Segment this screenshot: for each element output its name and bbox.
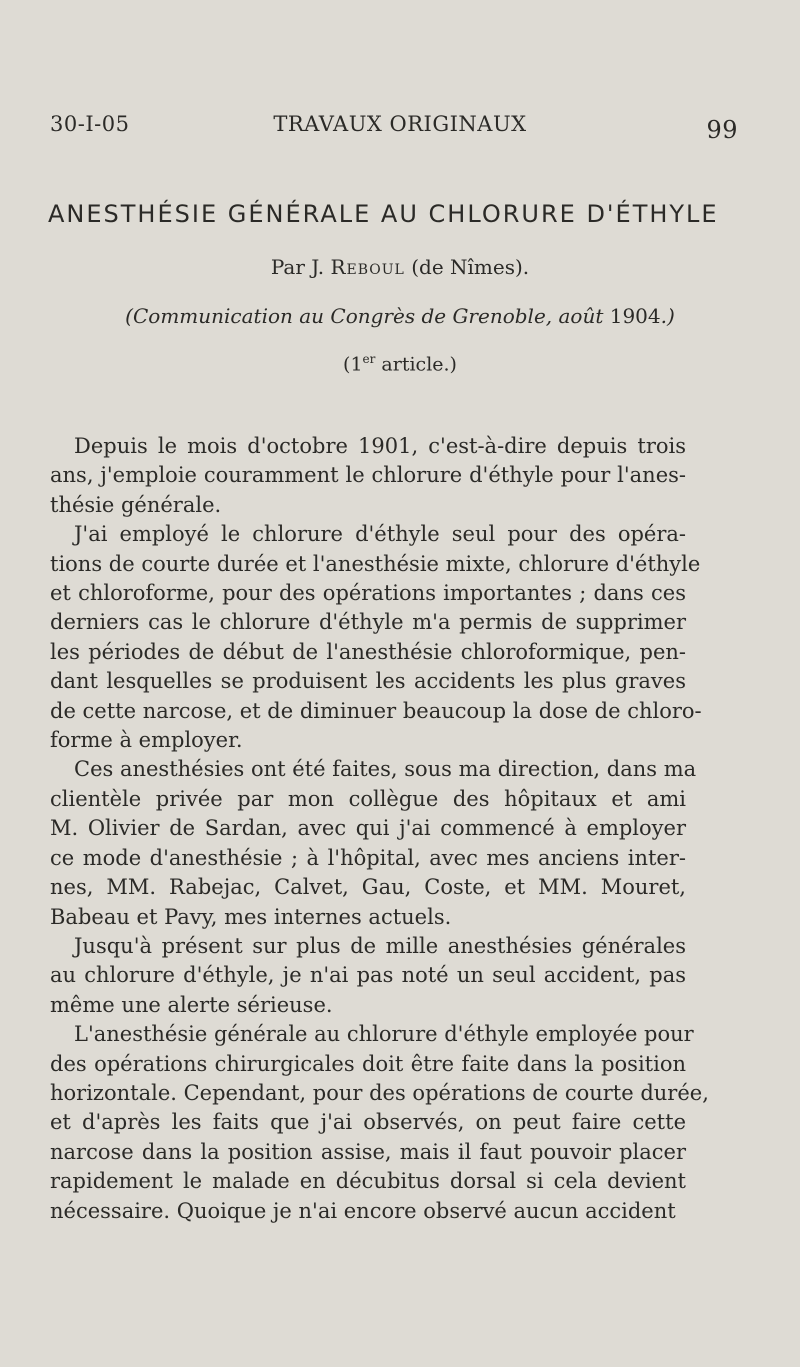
- text-line: horizontale. Cependant, pour des opérations de courte durée,: [50, 1080, 709, 1105]
- text-line: Jusqu'à présent sur plus de mille anesthésies générales: [74, 933, 686, 958]
- text-line: au chlorure d'éthyle, je n'ai pas noté un seul accident, pas: [50, 963, 686, 988]
- article-rest: article.): [375, 353, 457, 376]
- article-title: ANESTHÉSIE GÉNÉRALE AU CHLORURE D'ÉTHYLE: [48, 200, 719, 228]
- text-line: Ces anesthésies ont été faites, sous ma direction, dans ma: [74, 757, 697, 782]
- article-sup: er: [362, 352, 376, 366]
- text-line: Depuis le mois d'octobre 1901, c'est-à-dire depuis trois: [74, 434, 686, 458]
- text-line: nes, MM. Rabejac, Calvet, Gau, Coste, et MM. Mouret,: [50, 875, 686, 900]
- communication-note: [0, 304, 800, 328]
- text-line: ce mode d'anesthésie ; à l'hôpital, avec mes anciens inter-: [50, 845, 686, 870]
- text-line: nécessaire. Quoique je n'ai encore observé aucun accident: [50, 1198, 676, 1223]
- text-line: rapidement le malade en décubitus dorsal si cela devient: [50, 1169, 686, 1194]
- text-line: et chloroforme, pour des opérations importantes ; dans ces: [50, 581, 686, 606]
- section-title: TRAVAUX ORIGINAUX: [273, 112, 527, 136]
- author-name: Reboul: [330, 255, 405, 279]
- author-place: (de Nîmes).: [404, 255, 530, 279]
- text-line: M. Olivier de Sardan, avec qui j'ai commencé à employer: [50, 816, 686, 841]
- body-text: [50, 432, 709, 1226]
- text-line: de cette narcose, et de diminuer beaucoup la dose de chloro-: [50, 698, 702, 723]
- body-paragraph: [50, 432, 686, 520]
- body-paragraph: [50, 520, 702, 755]
- running-head: [50, 112, 750, 148]
- text-line: clientèle privée par mon collègue des hôpitaux et ami: [50, 786, 686, 811]
- author-prefix: Par J.: [270, 255, 331, 279]
- page-number: 99: [706, 116, 738, 144]
- communication-close: .): [660, 304, 675, 328]
- issue-date: 30-I-05: [50, 112, 130, 136]
- article-open: (1: [343, 353, 363, 376]
- body-paragraph: [50, 932, 686, 1020]
- body-paragraph: [50, 1020, 709, 1226]
- text-line: J'ai employé le chlorure d'éthyle seul pour des opéra-: [74, 522, 686, 547]
- text-line: thésie générale.: [50, 492, 222, 517]
- text-line: des opérations chirurgicales doit être faite dans la position: [50, 1051, 686, 1076]
- text-line: L'anesthésie générale au chlorure d'éthyle employée pour: [74, 1022, 694, 1047]
- body-paragraph: [50, 755, 697, 931]
- author-line: [0, 255, 800, 279]
- communication-year: 1904: [609, 304, 661, 328]
- text-line: Babeau et Pavy, mes internes actuels.: [50, 904, 452, 929]
- text-line: derniers cas le chlorure d'éthyle m'a permis de supprimer: [50, 610, 686, 635]
- text-line: tions de courte durée et l'anesthésie mixte, chlorure d'éthyle: [50, 551, 701, 576]
- communication-text: (Communication au Congrès de Grenoble, août: [125, 304, 610, 328]
- text-line: même une alerte sérieuse.: [50, 992, 333, 1017]
- text-line: forme à employer.: [50, 728, 243, 753]
- text-line: et d'après les faits que j'ai observés, on peut faire cette: [50, 1110, 686, 1135]
- text-line: les périodes de début de l'anesthésie chloroformique, pen-: [50, 639, 686, 664]
- text-line: narcose dans la position assise, mais il faut pouvoir placer: [50, 1139, 686, 1164]
- article-number: [0, 352, 800, 375]
- text-line: dant lesquelles se produisent les accidents les plus graves: [50, 669, 686, 694]
- text-line: ans, j'emploie couramment le chlorure d'éthyle pour l'anes-: [50, 463, 686, 488]
